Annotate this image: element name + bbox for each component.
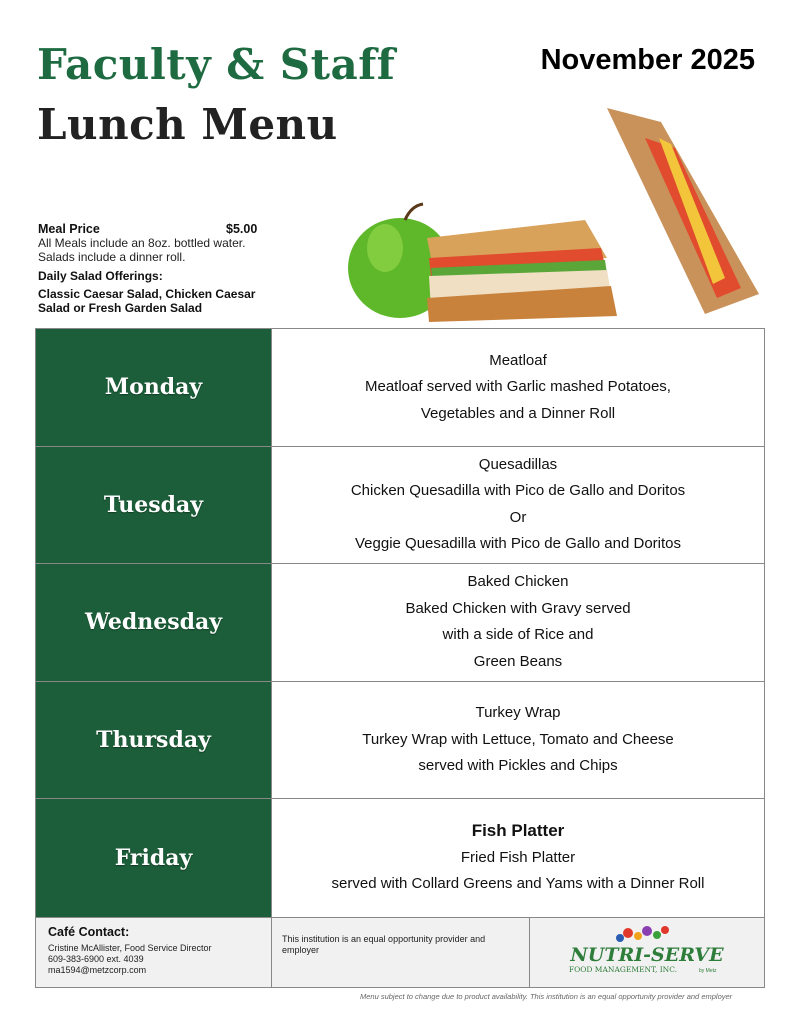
day-label: Friday <box>36 799 272 917</box>
meal-title: Baked Chicken <box>467 573 569 591</box>
title-line-2: Lunch Menu <box>37 100 338 149</box>
menu-month: November 2025 <box>540 44 755 76</box>
meal-title: Quesadillas <box>478 455 558 473</box>
logo-by: by Metz <box>699 968 717 974</box>
equal-opportunity-statement: This institution is an equal opportunity provider and employer <box>272 918 530 987</box>
meal-line: Chicken Quesadilla with Pico de Gallo and Doritos <box>350 482 686 500</box>
meal-line: Turkey Wrap with Lettuce, Tomato and Cheese <box>362 730 674 748</box>
contact-phone: 609-383-6900 ext. 4039 <box>48 954 144 964</box>
sandwich-icon <box>427 108 759 322</box>
meal-line: Baked Chicken with Gravy served <box>405 599 631 617</box>
menu-row-friday <box>36 799 764 917</box>
menu-row-thursday <box>36 682 764 800</box>
meal-info <box>38 222 338 315</box>
day-label: Tuesday <box>36 447 272 564</box>
meal-line: Green Beans <box>473 652 563 670</box>
daily-salad-items-line1: Classic Caesar Salad, Chicken Caesar <box>38 287 256 301</box>
meal-line: Or <box>509 508 527 526</box>
meal-cell <box>272 564 764 681</box>
footer <box>35 917 765 988</box>
logo-subtext: FOOD MANAGEMENT, INC. <box>568 965 678 974</box>
menu-row-wednesday <box>36 564 764 682</box>
meal-line: Veggie Quesadilla with Pico de Gallo and Doritos <box>354 535 682 553</box>
menu-table <box>35 328 765 918</box>
sandwich-apple-image <box>345 108 765 324</box>
menu-disclaimer: Menu subject to change due to product availability. This institution is an equal opportunity provider and employer <box>360 992 733 1001</box>
cafe-contact <box>36 918 272 987</box>
daily-salad-items <box>38 287 338 315</box>
contact-email: ma1594@metzcorp.com <box>48 965 147 975</box>
day-label: Thursday <box>36 682 272 799</box>
meal-title: Fish Platter <box>471 821 565 841</box>
nutri-serve-logo-image <box>530 918 764 987</box>
meal-line: with a side of Rice and <box>442 626 594 644</box>
meal-cell <box>272 682 764 799</box>
menu-row-monday <box>36 329 764 447</box>
daily-salad-items-line2: Salad or Fresh Garden Salad <box>38 301 203 315</box>
menu-row-tuesday <box>36 447 764 565</box>
title-line-1: Faculty & Staff <box>37 40 396 89</box>
meal-line: Fried Fish Platter <box>460 848 576 866</box>
meal-note-salad: Salads include a dinner roll. <box>38 250 186 264</box>
meal-price-value: $5.00 <box>226 222 258 236</box>
meal-line: served with Pickles and Chips <box>418 757 618 775</box>
meal-line: Meatloaf served with Garlic mashed Potatoes, <box>365 378 671 396</box>
contact-heading: Café Contact: <box>48 925 130 939</box>
meal-line: Vegetables and a Dinner Roll <box>420 404 616 422</box>
logo-text: NUTRI-SERVE <box>570 944 724 966</box>
day-label: Monday <box>36 329 272 446</box>
meal-cell <box>272 329 764 446</box>
meal-line: served with Collard Greens and Yams with a Dinner Roll <box>331 875 705 893</box>
meal-cell <box>272 799 764 917</box>
contact-name: Cristine McAllister, Food Service Director <box>48 943 212 953</box>
day-label: Wednesday <box>36 564 272 681</box>
nutri-serve-logo <box>530 918 764 987</box>
meal-price-label: Meal Price <box>38 222 100 236</box>
meal-note-water: All Meals include an 8oz. bottled water. <box>38 236 246 250</box>
meal-title: Turkey Wrap <box>475 704 561 722</box>
meal-price-row <box>38 222 338 236</box>
meal-cell <box>272 447 764 564</box>
daily-salad-label: Daily Salad Offerings: <box>38 269 163 283</box>
meal-title: Meatloaf <box>489 351 547 369</box>
